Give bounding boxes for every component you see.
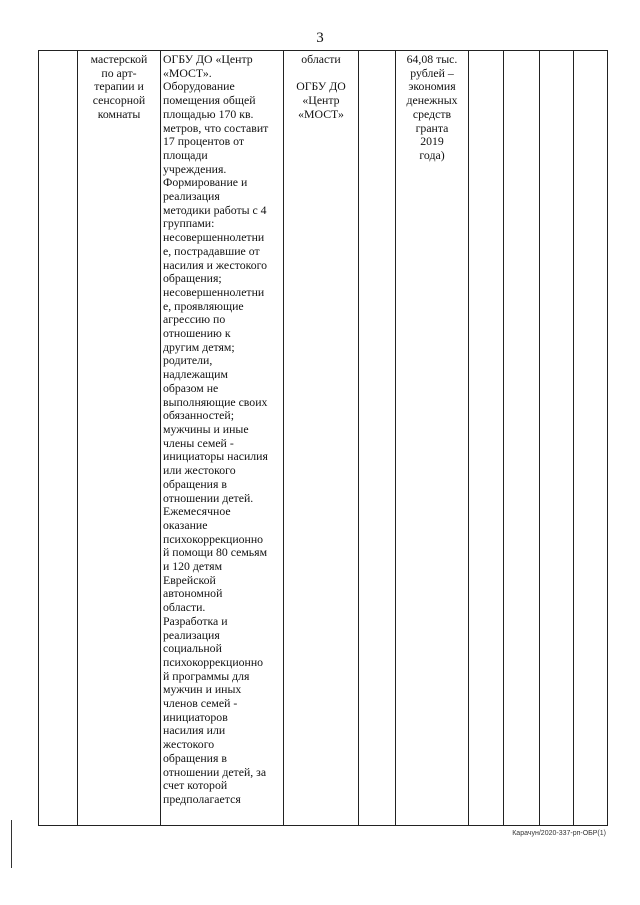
- column-border: [160, 50, 161, 826]
- table-top-border: [38, 50, 608, 51]
- page-number: 3: [316, 30, 324, 46]
- column-border: [358, 50, 359, 826]
- column-border: [395, 50, 396, 826]
- column-border: [77, 50, 78, 826]
- document-code: Карачун/2020-337-рп-ОБР(1): [512, 830, 606, 837]
- margin-line: [11, 820, 12, 868]
- cell-funding-note: 64,08 тыс. рублей – экономия денежных средств гранта 2019 года): [406, 52, 458, 162]
- document-table: [38, 50, 608, 826]
- column-border: [539, 50, 540, 826]
- table-bottom-border: [38, 825, 608, 826]
- column-border: [468, 50, 469, 826]
- cell-executor: области ОГБУ ДО «Центр «МОСТ»: [296, 52, 346, 121]
- cell-event-name: мастерской по арт- терапии и сенсорной комнаты: [90, 52, 148, 121]
- column-border: [573, 50, 574, 826]
- column-border: [607, 50, 608, 826]
- column-border: [38, 50, 39, 826]
- cell-event-description: ОГБУ ДО «Центр «МОСТ». Оборудование помещения общей площадью 170 кв. метров, что составит 17 процентов от площади учреждения. Формирование и реализация методики работы с 4 группами: несовершеннолетни е, пострадавшие от насилия и жестокого обращения; несовершеннолетни е, проявляющие агрессию по отношению к другим детям; родители, надлежащим образом не выполняющие своих обязанностей; мужчины и иные члены семей - инициаторы насилия или жестокого обращения в отношении детей. Ежемесячное оказание психокоррекционно й помощи 80 семьям и 120 детям Еврейской автономной области. Разработка и реализация социальной психокоррекционно й программы для мужчин и иных членов семей - инициаторов насилия или жестокого обращения в отношении детей, за счет которой предполагается: [163, 52, 269, 806]
- column-border: [503, 50, 504, 826]
